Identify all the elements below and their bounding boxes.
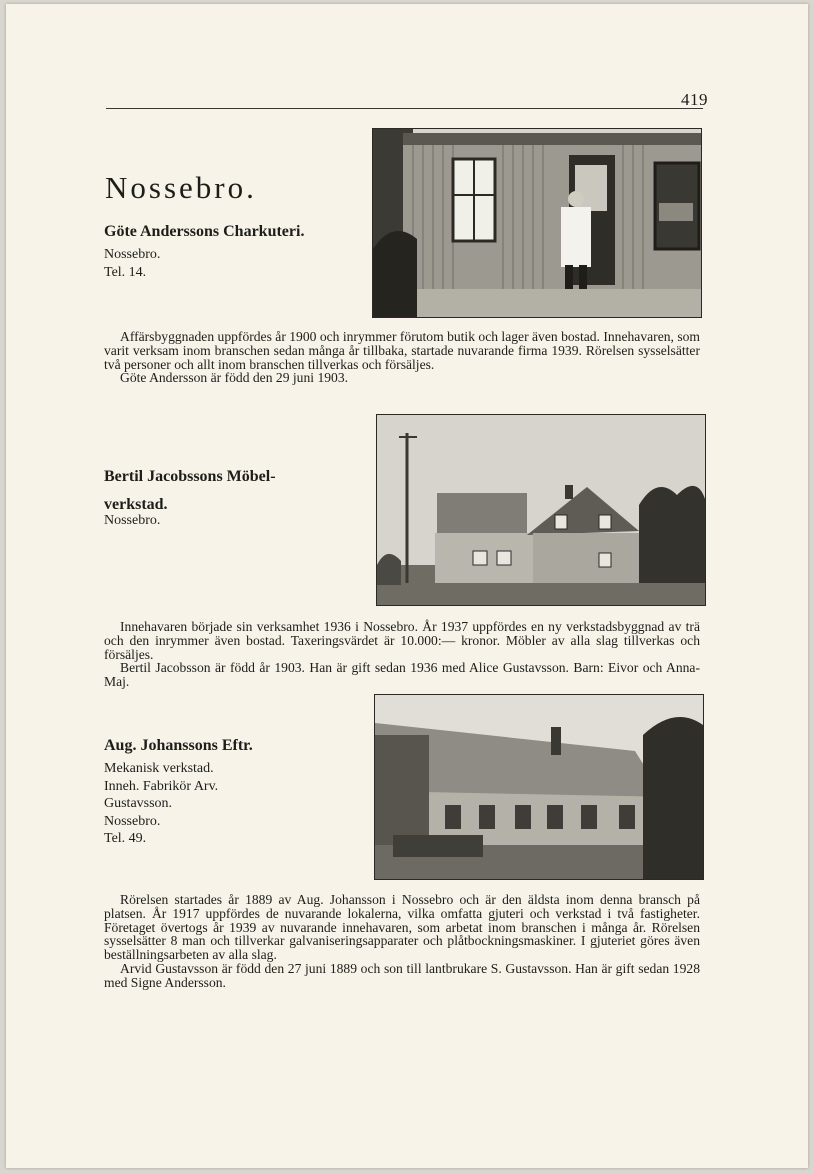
entry-2-paragraph-2: Bertil Jacobsson är född år 1903. Han är gift sedan 1936 med Alice Gustavsson. Barn: Eivor och Anna-Maj. (104, 660, 700, 690)
entry-3-phone: Tel. 49. (104, 831, 147, 846)
book-page (6, 4, 808, 1168)
entry-1-meta (104, 246, 160, 281)
entry-1-paragraph-2: Göte Andersson är född den 29 juni 1903. (120, 370, 349, 386)
entry-2-name-line-1: Bertil Jacobssons Möbel- (104, 468, 276, 485)
mechanical-workshop-photo-image (375, 695, 703, 879)
entry-2-paragraph-1: Innehavaren började sin verksamhet 1936 i Nossebro. År 1937 uppfördes en ny verkstadsbyggnad av trä och den inrymmer även bostad. Taxeringsvärdet är 10.000:— kronor. Möbler av alla slag tillverkas och försäljes. (104, 619, 700, 662)
entry-3-name: Aug. Johanssons Eftr. (104, 737, 253, 754)
town-title: Nossebro. (105, 170, 257, 205)
mechanical-workshop-photo (374, 694, 704, 880)
entry-3-description (104, 893, 700, 990)
shop-photo-image (373, 129, 701, 317)
header-rule (106, 108, 703, 109)
entry-1-phone: Tel. 14. (104, 264, 147, 280)
entry-2-name (104, 463, 276, 519)
entry-3-type: Mekanisk verkstad. (104, 761, 214, 776)
shop-photo (372, 128, 702, 318)
furniture-workshop-photo-image (377, 415, 705, 605)
entry-1-place: Nossebro. (104, 247, 161, 262)
entry-3-meta (104, 760, 218, 848)
entry-3-owner-surname: Gustavsson. (104, 796, 173, 811)
page-number: 419 (681, 90, 708, 109)
entry-3-paragraph-2: Arvid Gustavsson är född den 27 juni 1889 och son till lantbrukare S. Gustavsson. Han är gift sedan 1928 med Signe Andersson. (104, 960, 700, 990)
entry-3-place: Nossebro. (104, 813, 161, 829)
entry-1-name: Göte Anderssons Charkuteri. (104, 223, 305, 240)
entry-2-meta (104, 512, 160, 530)
entry-1-paragraph-1: Affärsbyggnaden uppfördes år 1900 och inrymmer förutom butik och lager även bostad. Innehavaren, som varit verksam inom branschen sedan många år tillbaka, startade nuvarande firma 1939. Rörelsen sysselsätter två personer och allt inom branschen tillverkas och försäljes. (104, 329, 700, 372)
entry-3-paragraph-1: Rörelsen startades år 1889 av Aug. Johansson i Nossebro och är den äldsta inom denna bransch på platsen. År 1917 uppfördes de nuvarande lokalerna, vilka omfatta gjuteri och verkstad i två fastigheter. Företaget övertogs år 1939 av nuvarande innehavaren, som arbetat inom branschen i många år. Rörelsen sysselsätter 8 man och tillverkar galvaniseringsapparater och plåtbockningsmaskiner. I gjuteriet göres även beställningsarbeten av alla slag. (104, 892, 700, 963)
entry-3-owner: Inneh. Fabrikör Arv. (104, 778, 219, 794)
entry-1-description (104, 330, 700, 385)
entry-2-place: Nossebro. (104, 513, 161, 528)
entry-2-name-line-2: verkstad. (104, 496, 168, 513)
furniture-workshop-photo (376, 414, 706, 606)
entry-2-description (104, 620, 700, 689)
